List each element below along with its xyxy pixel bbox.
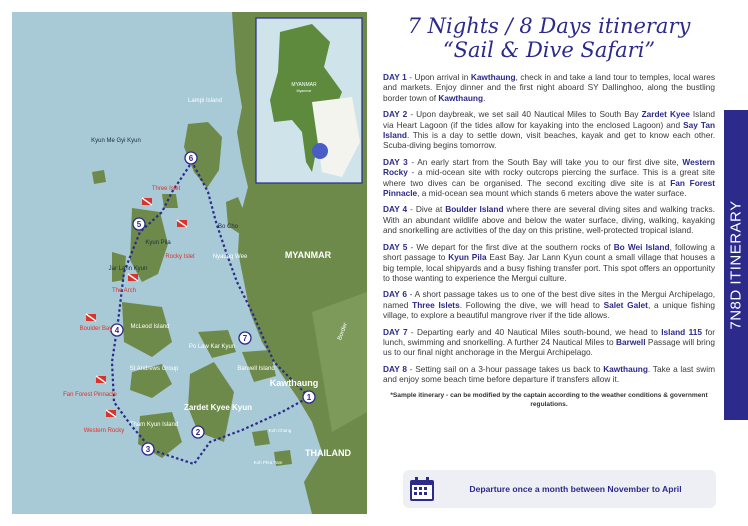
title-line-1: 7 Nights / 8 Days itinerary bbox=[407, 14, 691, 38]
body-text: Island via Heart Lagoon (if the tides allow for kayaking into the enclosed Lagoon) and bbox=[383, 109, 716, 130]
label-st-andrews: St Andrews Group bbox=[129, 366, 179, 372]
body-text: - Dive at bbox=[407, 204, 446, 215]
highlight-text: Salet Galet bbox=[603, 299, 648, 310]
highlight-text: Fan Forest Pinnacle bbox=[383, 177, 715, 199]
day-8-entry bbox=[383, 364, 715, 385]
body-text: - Upon daybreak, we set sail 40 Nautical Miles to South Bay bbox=[407, 109, 642, 120]
label-myanmar: MYANMAR bbox=[284, 250, 332, 260]
label-the-arch: The Arch bbox=[111, 288, 137, 294]
stop-7-marker bbox=[239, 332, 251, 344]
svg-text:6: 6 bbox=[188, 154, 194, 163]
svg-text:5: 5 bbox=[136, 220, 142, 229]
svg-text:7: 7 bbox=[242, 334, 248, 343]
body-text: Passage will bring us to our final night anchorage in the Mergui Archipelago. bbox=[383, 336, 715, 358]
label-thailand: THAILAND bbox=[305, 448, 351, 458]
highlight-text: Island 115 bbox=[661, 326, 702, 337]
highlight-text: DAY 6 bbox=[383, 289, 407, 300]
body-text: . This is a day to settle down, visit beaches, kayak and get to know each other. Scuba-diving begins tomorrow. bbox=[383, 130, 715, 151]
label-barwell: Barwell Island bbox=[237, 366, 275, 372]
label-lampi: Lampi Island bbox=[187, 98, 223, 104]
label-tham-kyun: Tham Kyun Island bbox=[129, 422, 179, 428]
location-marker-icon bbox=[312, 143, 328, 159]
highlight-text: Zardet Kyee bbox=[641, 109, 690, 120]
day-7-entry bbox=[383, 327, 715, 358]
highlight-text: Western Rocky bbox=[383, 156, 715, 178]
label-koh-chang: Koh Chang bbox=[268, 428, 292, 433]
body-text: - Setting sail on a 3-hour passage takes us back to bbox=[406, 363, 604, 374]
title-line-2: “Sail & Dive Safari” bbox=[442, 38, 656, 62]
body-text: - An early start from the South Bay will take you to our first dive site, bbox=[407, 156, 683, 167]
label-boulder-bay: Boulder Bay bbox=[79, 326, 113, 332]
highlight-text: DAY 8 bbox=[383, 363, 407, 374]
label-nyaung-wee: Nyaung Wee bbox=[212, 254, 248, 260]
day-1-entry bbox=[383, 72, 715, 103]
label-border: Border bbox=[337, 322, 349, 342]
departure-text: Departure once a month between November to April bbox=[469, 484, 682, 494]
highlight-text: Kawthaung bbox=[603, 363, 648, 374]
body-text: , following a short passage to bbox=[383, 241, 715, 263]
day-2-entry bbox=[383, 109, 715, 151]
day-3-entry bbox=[383, 157, 715, 199]
highlight-text: DAY 4 bbox=[383, 204, 408, 215]
body-text: , check in and take a land tour to temples, local wares and markets. Enjoy dinner and the first night aboard SY Dallinghoo, along the bustling border town of bbox=[383, 72, 715, 103]
highlight-text: Boulder Island bbox=[445, 204, 504, 215]
label-three-islet: Three Islet bbox=[151, 186, 181, 192]
label-mcleod: McLeod Island bbox=[130, 324, 170, 330]
departure-banner bbox=[403, 470, 716, 508]
day-6-entry bbox=[383, 289, 715, 320]
body-text: , a mid-ocean sea mount which stands 6 meters above the water surface. bbox=[417, 188, 687, 199]
body-text: - Upon arrival in bbox=[406, 72, 471, 82]
body-text: where there are several diving sites and walking tracks. With an abundant wildlife above and below the water surface, diving, walking, kayaking and snorkelling are activities of the day on this pristine, well-protected tropical island. bbox=[383, 204, 715, 236]
label-po-law: Po Law Kar Kyun bbox=[188, 344, 236, 350]
label-koh-phayam: Koh Phra Yam bbox=[253, 460, 283, 465]
body-text: - a mid-ocean site with rocky outcrops piercing the surface. This is a great site where two dives can be organised. The second exciting dive site is at bbox=[383, 167, 715, 188]
inset-country-label: MYANMAR bbox=[291, 82, 317, 88]
body-text: - Departing early and 40 Nautical Miles south-bound, we head to bbox=[407, 326, 662, 337]
label-bo-cho: Bo Cho bbox=[217, 224, 239, 230]
stop-1-marker bbox=[303, 391, 315, 403]
highlight-text: DAY 5 bbox=[383, 241, 408, 252]
highlight-text: Bo Wei Island bbox=[613, 241, 670, 252]
label-rocky-islet: Rocky Islet bbox=[165, 254, 195, 260]
body-text: for lunch, swimming and snorkelling. A further 24 Nautical Miles to bbox=[383, 326, 715, 347]
day-list bbox=[383, 72, 715, 385]
highlight-text: Say Tan Island bbox=[383, 119, 716, 141]
stop-6-marker bbox=[185, 152, 197, 164]
highlight-text: DAY 2 bbox=[383, 109, 408, 120]
inset-map bbox=[256, 18, 362, 183]
highlight-text: DAY 3 bbox=[383, 156, 408, 167]
day-5-entry bbox=[383, 242, 715, 284]
body-text: East Bay. Jar Lann Kyun count a small village that houses a big temple, local shipyards and a busy fishing transfer port. This spot offers an opportunity to those wanting to experience the Mergui culture. bbox=[383, 252, 716, 283]
highlight-text: DAY 7 bbox=[383, 326, 408, 337]
stop-5-marker bbox=[133, 218, 145, 230]
inset-sub-label: Myanmar bbox=[296, 89, 312, 93]
label-fan-forest: Fan Forest Pinnacle bbox=[63, 392, 117, 398]
highlight-text: Kawthaung bbox=[470, 72, 516, 82]
highlight-text: Kawthaung bbox=[438, 92, 484, 103]
svg-text:4: 4 bbox=[114, 326, 120, 335]
stop-4-marker bbox=[111, 324, 123, 336]
body-text: . Following the dive, we will head to bbox=[459, 299, 604, 310]
svg-text:2: 2 bbox=[195, 428, 201, 437]
label-kyun-pila: Kyun Pila bbox=[145, 240, 171, 246]
body-text: . bbox=[483, 92, 486, 103]
svg-text:3: 3 bbox=[145, 445, 151, 454]
day-4-entry bbox=[383, 204, 715, 235]
sample-note: *Sample itinerary - can be modified by the captain according to the weather conditions & government regulations. bbox=[390, 391, 708, 408]
body-text: , a unique fishing village, to explore a beautiful mangrove river if the tide allows. bbox=[383, 299, 715, 321]
itinerary-panel bbox=[383, 14, 715, 409]
highlight-text: Three Islets bbox=[412, 299, 460, 310]
highlight-text: DAY 1 bbox=[383, 72, 407, 82]
stop-3-marker bbox=[142, 443, 154, 455]
highlight-text: Kyun Pila bbox=[448, 252, 487, 263]
body-text: . Take a last swim and enjoy some beach time before departure if transfers allow it. bbox=[383, 363, 715, 385]
side-tab bbox=[724, 110, 748, 420]
stop-2-marker bbox=[192, 426, 204, 438]
itinerary-map bbox=[12, 12, 367, 514]
body-text: - We depart for the first dive at the southern rocks of bbox=[407, 241, 614, 252]
label-jar-lann: Jar Lann Kyun bbox=[108, 266, 148, 272]
label-kawthaung: Kawthaung bbox=[269, 378, 319, 388]
label-kyun-me: Kyun Me Gyi Kyun bbox=[91, 138, 141, 144]
label-western-rocky: Western Rocky bbox=[83, 428, 125, 434]
side-tab-label: 7N8D ITINERARY bbox=[727, 200, 745, 330]
svg-text:1: 1 bbox=[306, 393, 312, 402]
body-text: - A short passage takes us to one of the best dive sites in the Mergui Archipelago, named bbox=[383, 289, 715, 310]
label-zardet: Zardet Kyee Kyun bbox=[183, 403, 253, 412]
highlight-text: Barwell bbox=[615, 336, 646, 347]
calendar-icon bbox=[409, 476, 435, 502]
